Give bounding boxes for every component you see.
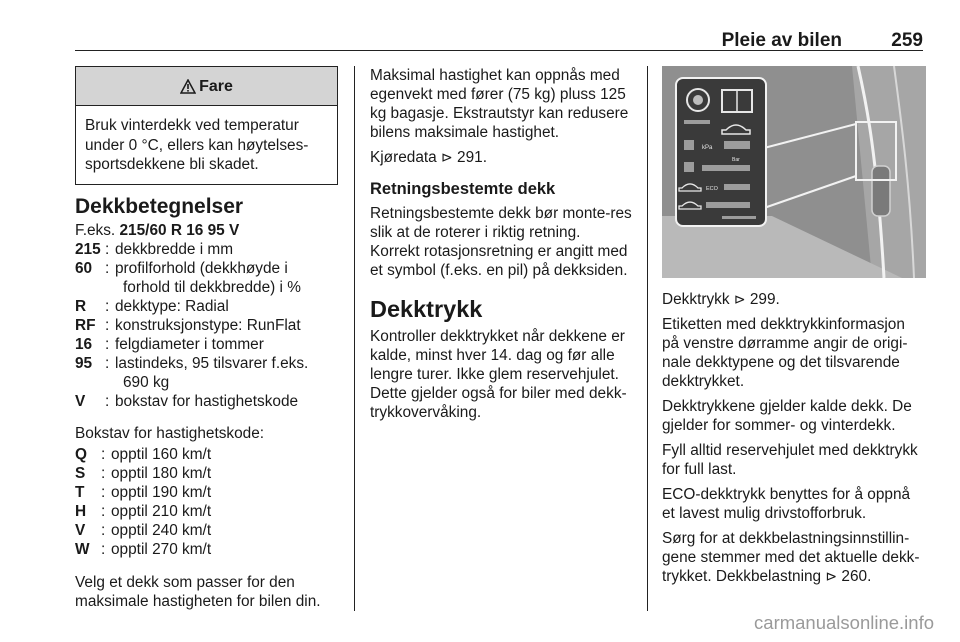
tire-load-body: Sørg for at dekkbelastningsinnstillin-gene stemmer med det aktuelle dekk-trykket. Dekkbelastning (662, 530, 920, 585)
speed-item: T : opptil 190 km/t (75, 483, 212, 501)
max-speed-text: Maksimal hastighet kan oppnås med egenvekt med fører (75 kg) pluss 125 kg bagasje. Ekstrautstyr kan redusere bilens maksimale hastighet. (370, 67, 629, 141)
designation-key: R (75, 297, 87, 315)
warning-box (75, 66, 338, 185)
reference-arrow-icon: ⊳ (733, 291, 746, 307)
designation-item: R : dekktype: Radial (75, 297, 338, 316)
reference-page: 299. (749, 291, 780, 308)
header-rule (75, 50, 923, 51)
speed-value: opptil 180 km/t (111, 464, 212, 482)
speed-key: V (75, 521, 86, 539)
designation-item: RF : konstruksjonstype: RunFlat (75, 316, 338, 335)
reference-arrow-icon: ⊳ (441, 149, 453, 165)
page-number: 259 (891, 30, 923, 51)
directional-tires-text: Retningsbestemte dekk bør monte-res slik at de roterer i riktig retning. Korrekt rotasjonsretning er angitt med et symbol (f.eks. en pil) på dekksiden. (370, 205, 632, 279)
designation-value: konstruksjonstype: RunFlat (115, 316, 301, 334)
label-info-text: Etiketten med dekktrykkinformasjon på venstre dørramme angir de origi-nale dekktypene og det tilsvarende dekktrykket. (662, 316, 908, 390)
designations-heading: Dekkbetegnelser (75, 194, 244, 218)
designation-value (115, 354, 338, 392)
tire-pressure-heading: Dekktrykk (370, 296, 483, 322)
speed-value: opptil 210 km/t (111, 502, 212, 520)
speed-key: H (75, 502, 87, 520)
designation-value-line: lastindeks, 95 tilsvarer f.eks. (115, 354, 309, 372)
designation-value: dekktype: Radial (115, 297, 229, 315)
speed-value: opptil 270 km/t (111, 540, 212, 558)
designation-value: felgdiameter i tommer (115, 335, 264, 353)
driving-data-reference (370, 148, 634, 167)
column-divider-2 (647, 66, 648, 611)
tire-load-text (662, 529, 926, 586)
speed-value: opptil 240 km/t (111, 521, 212, 539)
speed-value: opptil 190 km/t (111, 483, 212, 501)
warning-header (76, 67, 337, 106)
reference-label: Dekktrykk (662, 291, 730, 308)
column-right (662, 66, 926, 586)
speed-item: V : opptil 240 km/t (75, 521, 212, 539)
speed-item: S : opptil 180 km/t (75, 464, 212, 482)
speed-item: H : opptil 210 km/t (75, 502, 212, 520)
spare-wheel-text: Fyll alltid reservehjulet med dekktrykk for full last. (662, 442, 918, 478)
designation-key: 215 (75, 240, 101, 258)
example-prefix: F.eks. (75, 221, 116, 239)
column-divider-1 (354, 66, 355, 611)
label-bar-text: Bar (732, 157, 740, 163)
warning-title: Fare (199, 77, 233, 95)
column-middle (370, 66, 634, 422)
reference-page: 291. (457, 149, 487, 166)
warning-text: Bruk vinterdekk ved temperatur under 0 °C, ellers kan høytelses-sportsdekkene bli skadet. (85, 117, 309, 173)
warning-icon (180, 79, 196, 94)
designation-item: 16 : felgdiameter i tommer (75, 335, 338, 354)
cold-tires-text: Dekktrykkene gjelder kalde dekk. De gjelder for sommer- og vinterdekk. (662, 398, 912, 434)
example-code: 215/60 R 16 95 V (119, 221, 240, 239)
label-eco-text: ECO (706, 186, 718, 192)
page-header (0, 0, 960, 60)
tire-pressure-reference (662, 290, 926, 309)
reference-page: 260. (841, 568, 872, 585)
label-kpa-text: kPa (702, 145, 713, 151)
tire-pressure-text: Kontroller dekktrykket når dekkene er kalde, minst hver 14. dag og før alle lengre turer. Ikke glem reservehjulet. Dette gjelder også for biler med dekk-trykkovervåking. (370, 328, 627, 421)
designation-value (115, 259, 338, 297)
designation-key: 16 (75, 335, 93, 353)
speed-item: W : opptil 270 km/t (75, 540, 212, 558)
speed-value: opptil 160 km/t (111, 445, 212, 463)
speed-key: Q (75, 445, 87, 463)
designation-item: V : bokstav for hastighetskode (75, 392, 338, 411)
page-header-title: Pleie av bilen (721, 30, 842, 51)
reference-arrow-icon: ⊳ (825, 568, 838, 584)
speed-closing-text: Velg et dekk som passer for den maksimale hastigheten for bilen din. (75, 573, 321, 610)
speed-intro: Bokstav for hastighetskode: (75, 424, 265, 442)
designation-value-line: profilforhold (dekkhøyde i (115, 259, 288, 277)
column-left (75, 66, 338, 611)
speed-key: W (75, 540, 90, 558)
designations-example (75, 221, 338, 240)
designation-value-cont: 690 kg (123, 373, 170, 391)
reference-label: Kjøredata (370, 149, 437, 166)
door-frame-drawing (662, 66, 926, 278)
tire-pressure-label-illustration (662, 66, 926, 278)
designation-item: 60 : profilforhold (dekkhøyde i forhold til dekkbredde) i % (75, 259, 338, 297)
watermark: carmanualsonline.info (754, 612, 934, 633)
designation-key: RF (75, 316, 96, 334)
speed-key: T (75, 483, 85, 501)
designation-key: 95 (75, 354, 93, 372)
designation-key: 60 (75, 259, 93, 277)
designation-item: 95 : lastindeks, 95 tilsvarer f.eks. 690 kg (75, 354, 338, 392)
speed-key: S (75, 464, 86, 482)
designation-item: 215 : dekkbredde i mm (75, 240, 338, 259)
speed-item: Q : opptil 160 km/t (75, 445, 212, 463)
directional-tires-heading: Retningsbestemte dekk (370, 180, 556, 198)
designation-value: bokstav for hastighetskode (115, 392, 299, 410)
designation-list (75, 240, 338, 411)
designation-key: V (75, 392, 86, 410)
designation-value-cont: forhold til dekkbredde) i % (123, 278, 301, 296)
speed-list (75, 445, 338, 559)
designation-value: dekkbredde i mm (115, 240, 234, 258)
eco-pressure-text: ECO-dekktrykk benyttes for å oppnå et lavest mulig drivstofforbruk. (662, 486, 911, 522)
